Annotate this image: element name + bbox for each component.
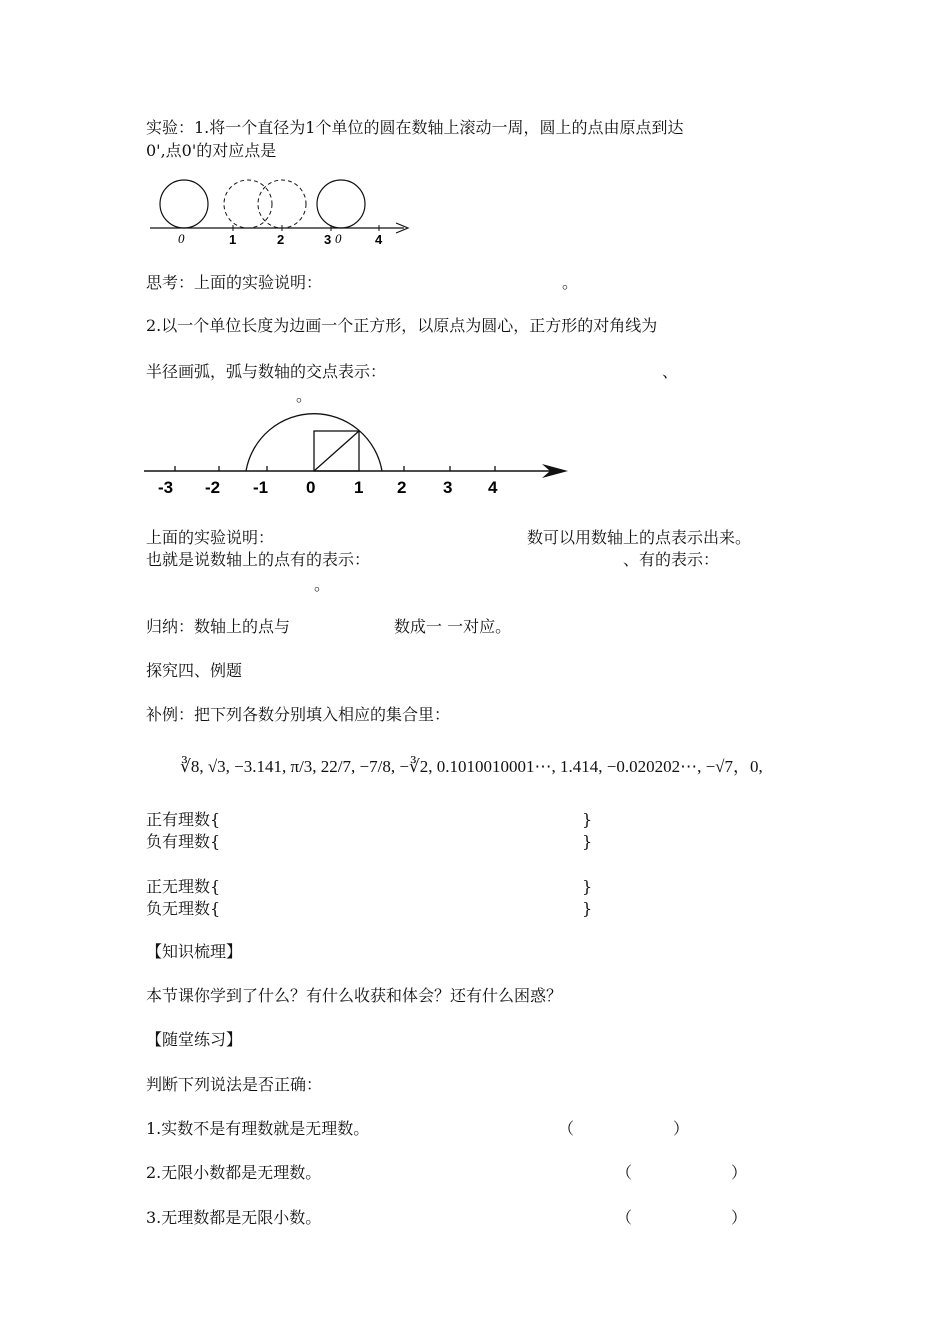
practice-intro: 判断下列说法是否正确：: [146, 1075, 323, 1094]
tick-label-2: 2: [277, 232, 285, 247]
tick-label-4: 4: [488, 478, 498, 497]
set-negative-irrational-close: }: [582, 899, 593, 918]
set-positive-rational-close: }: [582, 810, 593, 829]
tick-label-2: 2: [397, 478, 407, 497]
circle-rolling-2: [258, 180, 306, 228]
tick-label-1: 1: [354, 478, 364, 497]
rolling-circle-figure: [146, 176, 416, 248]
tick-label-1: 1: [229, 232, 237, 247]
practice-item-3-close: ）: [731, 1208, 748, 1227]
tick-label-neg2: -2: [205, 478, 221, 497]
knowledge-heading: 【知识梳理】: [146, 942, 243, 961]
square-diagonal: [314, 431, 359, 471]
explain-line-2-left: 也就是说数轴上的点有的表示：: [146, 550, 371, 569]
practice-item-1-open: （: [558, 1119, 575, 1138]
think-end: 。: [562, 273, 579, 292]
practice-item-3-open: （: [616, 1208, 633, 1227]
practice-item-1-close: ）: [673, 1119, 690, 1138]
tick-label-neg3: -3: [158, 478, 174, 497]
set-positive-irrational-close: }: [582, 877, 593, 896]
tick-label-o-prime: 0: [335, 231, 342, 246]
exp2-line-2: 半径画弧，弧与数轴的交点表示：: [146, 362, 387, 381]
think-label: 思考：上面的实验说明：: [146, 273, 323, 292]
knowledge-text: 本节课你学到了什么？有什么收获和体会？还有什么困惑？: [146, 986, 563, 1005]
set-positive-irrational-label: 正无理数{: [146, 877, 221, 896]
exp2-line-1: 2.以一个单位长度为边画一个正方形，以原点为圆心，正方形的对角线为: [146, 316, 658, 335]
set-negative-irrational-label: 负无理数{: [146, 899, 221, 918]
set-positive-rational-label: 正有理数{: [146, 810, 221, 829]
example-number-list: ∛8, √3, −3.141, π/3, 22/7, −7/8, −∛2, 0.1010010001⋯, 1.414, −0.020202⋯, −√7，0,: [180, 757, 763, 776]
practice-item-3-text: 3.无理数都是无限小数。: [146, 1208, 322, 1227]
tick-label-neg1: -1: [253, 478, 269, 497]
practice-heading: 【随堂练习】: [146, 1030, 243, 1049]
practice-item-2-text: 2.无限小数都是无理数。: [146, 1163, 322, 1182]
practice-item-2-close: ）: [731, 1163, 748, 1182]
practice-item-1-text: 1.实数不是有理数就是无理数。: [146, 1119, 370, 1138]
example-intro: 补例：把下列各数分别填入相应的集合里：: [146, 705, 451, 724]
summary-left: 归纳：数轴上的点与: [146, 617, 291, 636]
explain-line-1-right: 数可以用数轴上的点表示出来。: [527, 528, 752, 547]
set-negative-rational-label: 负有理数{: [146, 832, 221, 851]
practice-item-2-open: （: [616, 1163, 633, 1182]
circle-end: [317, 180, 365, 228]
exp2-sep: 、: [662, 362, 679, 381]
explain-end: 。: [314, 575, 331, 594]
explain-line-1-left: 上面的实验说明：: [146, 528, 275, 547]
circle-start: [160, 180, 208, 228]
section-heading: 探究四、例题: [146, 661, 243, 680]
summary-right: 数成一 一对应。: [394, 617, 512, 636]
tick-label-0: 0: [306, 478, 316, 497]
exp2-end: 。: [296, 386, 313, 405]
explain-line-2-right: 、有的表示：: [623, 550, 720, 569]
tick-label-origin: 0: [178, 231, 185, 246]
experiment-line-2: 0',点0'的对应点是: [146, 141, 277, 160]
square-arc-figure: [142, 426, 572, 496]
tick-label-3: 3: [443, 478, 453, 497]
set-negative-rational-close: }: [582, 832, 593, 851]
experiment-line-1: 实验：1.将一个直径为1个单位的圆在数轴上滚动一周，圆上的点由原点到达: [146, 118, 684, 137]
tick-label-3: 3: [324, 232, 332, 247]
tick-label-4: 4: [375, 232, 383, 247]
